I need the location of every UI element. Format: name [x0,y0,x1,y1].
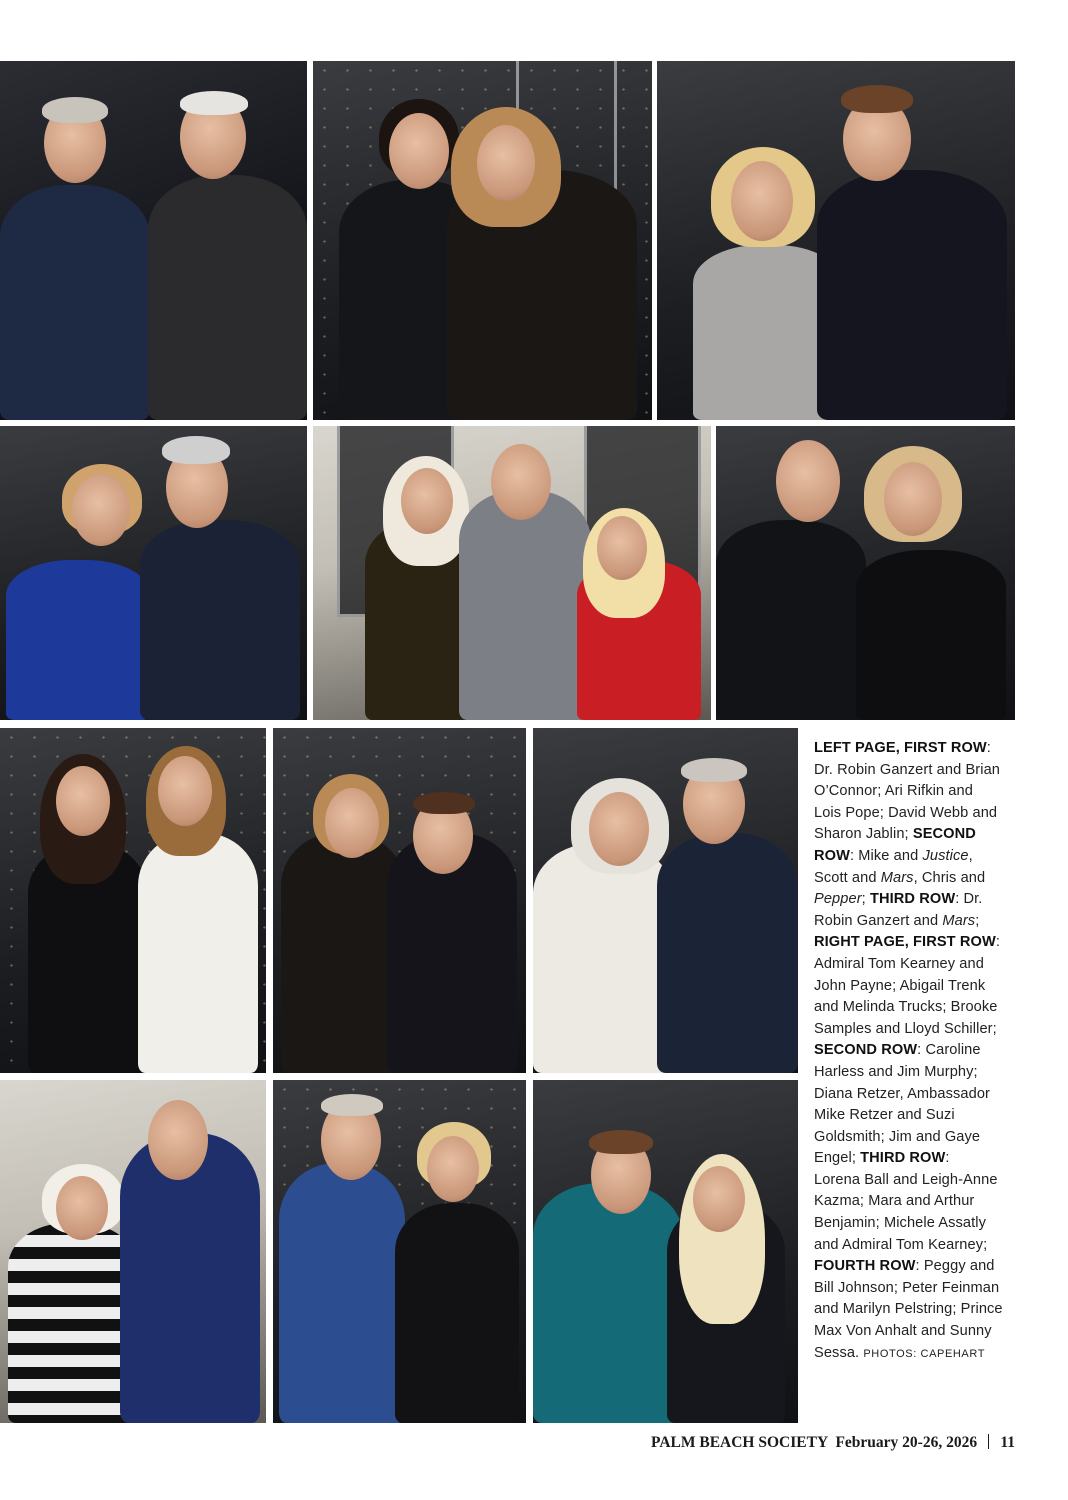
person-figure [138,833,258,1073]
caption-text: Sharon Jablin; [814,826,913,843]
caption-row-heading: RIGHT PAGE, FIRST ROW [814,934,996,951]
caption-text: , Chris and [913,869,986,886]
caption-text: : Mike and [849,847,923,864]
caption-line [814,976,1014,998]
person-hair [180,91,248,115]
caption-line [814,781,1014,803]
photo-row1-2 [313,61,652,420]
photo-row3-1 [0,728,266,1073]
caption-text: and Admiral Tom Kearney; [814,1236,988,1253]
person-head [597,516,647,580]
person-head [884,462,942,536]
caption-text: : [945,1150,950,1167]
photo-row2-3 [716,426,1015,720]
caption-pet-name: Mars [942,912,976,929]
caption-line [814,954,1014,976]
person-head [401,468,453,534]
caption-row-heading: SECOND [912,826,976,843]
caption-text: and Melinda Trucks; Brooke [814,999,998,1016]
caption-line [814,1105,1014,1127]
photo-row3-2 [273,728,526,1073]
caption-line [814,1084,1014,1106]
photo-row4-3 [533,1080,798,1423]
person-figure [279,1163,405,1423]
caption-text: Diana Retzer, Ambassador [814,1085,990,1102]
caption-text: Admiral Tom Kearney and [814,955,984,972]
caption-line [814,1235,1014,1257]
page-number: 11 [1000,1434,1015,1451]
person-hair [841,85,913,113]
caption-text: : [986,740,991,756]
person-head [158,756,212,826]
person-figure [533,1183,683,1423]
person-figure [8,1223,138,1423]
person-head [56,1176,108,1240]
person-hair [681,758,747,782]
person-figure [716,520,866,720]
photo-row1-3 [657,61,1015,420]
caption-text: Mike Retzer and Suzi [814,1107,955,1124]
person-figure [140,520,300,720]
person-figure [0,185,150,420]
caption-text: Benjamin; Michele Assatly [814,1215,987,1232]
page-footer [649,1434,1015,1454]
caption-text: : [995,934,1000,951]
issue-date: February 20-26, 2026 [835,1434,978,1451]
person-figure [856,550,1006,720]
person-head [589,792,649,866]
caption-line [814,1343,1014,1366]
photo-row4-2 [273,1080,526,1423]
caption-line [814,1278,1014,1300]
caption-line [814,997,1014,1019]
caption-row-heading: THIRD ROW [869,891,956,908]
caption-line [814,846,1014,868]
caption-line [814,868,1014,890]
person-head [56,766,110,836]
caption-line [814,760,1014,782]
person-head [389,113,449,189]
caption-pet-name: Mars [880,869,914,886]
photo-credit: PHOTOS: CAPEHART [863,1347,986,1360]
person-head [148,1100,208,1180]
caption-text: ; [975,912,980,929]
person-figure [459,490,591,720]
caption-line [814,1019,1014,1041]
photo-row1-1 [0,61,307,420]
person-hair [321,1094,383,1116]
caption-text: O’Connor; Ari Rifkin and [814,783,973,800]
caption-text: Lorena Ball and Leigh-Anne [814,1171,998,1188]
caption-line [814,1170,1014,1192]
caption-line [814,1062,1014,1084]
photo-row2-2 [313,426,711,720]
caption-text: Sessa. [814,1344,864,1361]
person-figure [395,1203,519,1423]
caption-row-heading: ROW [814,847,850,864]
photo-row2-1 [0,426,307,720]
caption-row-heading: THIRD ROW [860,1150,946,1167]
caption-text: Goldsmith; Jim and Gaye [814,1128,981,1145]
caption-line [814,1191,1014,1213]
person-head [491,444,551,520]
person-head [776,440,840,522]
caption-line [814,889,1014,911]
caption-line [814,932,1014,954]
person-hair [413,792,475,814]
caption-text: and Marilyn Pelstring; Prince [814,1301,1003,1318]
caption-line [814,1256,1014,1278]
person-head [427,1136,479,1202]
caption-line [814,911,1014,933]
caption-line [814,824,1014,846]
caption-line [814,1299,1014,1321]
caption-row-heading: FOURTH ROW [814,1258,916,1275]
person-figure [6,560,151,720]
caption-text: Robin Ganzert and [814,912,943,929]
caption-text: : Peggy and [915,1258,995,1275]
person-head [731,161,793,241]
caption-pet-name: Justice [922,847,969,864]
caption-text: Bill Johnson; Peter Feinman [814,1279,1000,1296]
person-figure [657,833,798,1073]
caption-row-heading: LEFT PAGE, FIRST ROW [814,740,987,756]
caption-text: Max Von Anhalt and Sunny [814,1323,992,1340]
caption-text: Scott and [814,869,881,886]
caption-text: Dr. Robin Ganzert and Brian [814,761,1001,778]
caption-text: John Payne; Abigail Trenk [814,977,986,994]
caption-text: Harless and Jim Murphy; [814,1063,978,1080]
caption-line [814,1040,1014,1062]
caption-text: Kazma; Mara and Arthur [814,1193,975,1210]
person-hair [162,436,230,464]
publication-name: PALM BEACH SOCIETY [651,1434,828,1451]
person-figure [148,175,307,420]
caption-text: Lois Pope; David Webb and [814,804,998,821]
person-figure [817,170,1007,420]
caption-line [814,1148,1014,1170]
caption-text: Samples and Lloyd Schiller; [814,1020,997,1037]
caption-text: : Dr. [955,891,983,908]
person-head [325,788,379,858]
person-head [72,474,130,546]
photo-caption [814,738,1014,1365]
person-head [693,1166,745,1232]
caption-text: , [968,847,973,864]
photo-row3-3 [533,728,798,1073]
caption-pet-name: Pepper [814,891,862,908]
caption-row-heading: SECOND ROW [814,1042,918,1059]
caption-line [814,1321,1014,1343]
person-figure [533,843,673,1073]
person-hair [589,1130,653,1154]
caption-text: : Caroline [917,1042,981,1059]
person-head [477,125,535,201]
person-hair [42,97,108,123]
caption-line [814,803,1014,825]
footer-divider [988,1434,990,1449]
caption-text: Engel; [814,1150,861,1167]
caption-text: ; [861,891,870,908]
caption-line [814,1213,1014,1235]
caption-line [814,738,1014,760]
photo-row4-1 [0,1080,266,1423]
caption-line [814,1127,1014,1149]
